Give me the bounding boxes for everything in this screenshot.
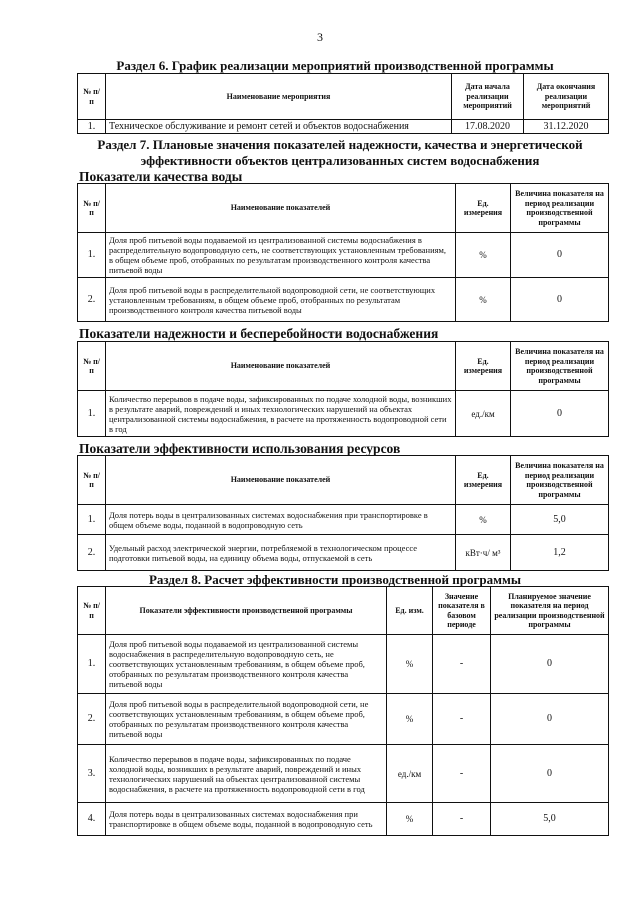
row-num: 3. [78,745,106,803]
row-name: Доля проб питьевой воды подаваемой из централизованной системы водоснабжения в распределительную водопроводную сеть, не соответствующих установленным требованиям, в общем объеме проб, отобранных по результатам производственного контроля качества питьевой воды [106,233,456,278]
row-value: 1,2 [511,535,609,571]
table-row [78,278,609,322]
col-num: № п/п [78,587,106,635]
efficiency-title: Показатели эффективности использования ресурсов [79,441,401,456]
col-num: № п/п [78,74,106,120]
row-value: 0 [511,278,609,322]
row-name: Удельный расход электрической энергии, потребляемой в технологическом процессе подготовки питьевой воды, на единицу объема воды, отпускаемой в сеть [106,535,456,571]
row-name: Количество перерывов в подаче воды, зафиксированных по подаче холодной воды, возникших в результате аварий, повреждений и иных технологических нарушений на объектах централизованной системы водоснабжения, в расчете на протяженность водопроводной сети в год [106,745,387,803]
row-base: - [433,803,491,836]
table-row [78,120,609,134]
row-num: 2. [78,278,106,322]
col-end: Дата окончания реализации мероприятий [524,74,609,120]
table-row [78,535,609,571]
row-unit: % [387,803,433,836]
row-unit: % [456,278,511,322]
row-num: 2. [78,535,106,571]
row-name: Доля проб питьевой воды подаваемой из централизованной системы водоснабжения в распределительную водопроводную сеть, не соответствующих установленным требованиям, в общем объеме проб, отобранных по результатам производственного контроля качества питьевой воды [106,635,387,694]
row-name: Количество перерывов в подаче воды, зафиксированных по подаче холодной воды, возникших в результате аварий, повреждений и иных технологических нарушений на объектах централизованной системы водоснабжения, в расчете на протяженность водопроводной сети в год [106,391,456,437]
row-name: Техническое обслуживание и ремонт сетей и объектов водоснабжения [106,120,452,134]
efficiency-table [77,455,609,571]
table-row [78,391,609,437]
reliability-title: Показатели надежности и бесперебойности водоснабжения [79,326,439,341]
row-num: 2. [78,694,106,745]
section7-title: Раздел 7. Плановые значения показателей надежности, качества и энергетической эффективности объектов централизованных систем водоснабжения [97,137,583,168]
row-unit: кВт·ч/ м³ [456,535,511,571]
col-name: Наименование мероприятия [106,74,452,120]
col-value: Величина показателя на период реализации производственной программы [511,184,609,233]
row-base: - [433,635,491,694]
page-number: 3 [317,30,323,44]
col-num: № п/п [78,184,106,233]
row-num: 4. [78,803,106,836]
row-name: Доля потерь воды в централизованных системах водоснабжения при транспортировке в общем объеме воды, поданной в водопроводную сеть [106,505,456,535]
table-row [78,505,609,535]
row-unit: % [387,694,433,745]
row-num: 1. [78,391,106,437]
table-row [78,635,609,694]
row-value: 5,0 [511,505,609,535]
row-value: 0 [511,391,609,437]
row-unit: ед./км [456,391,511,437]
col-unit: Ед. изм. [387,587,433,635]
row-unit: % [456,505,511,535]
row-value: 0 [511,233,609,278]
section6-title: Раздел 6. График реализации мероприятий производственной программы [116,58,554,73]
row-end: 31.12.2020 [524,120,609,134]
table-row [78,233,609,278]
table-row [78,803,609,836]
col-unit: Ед. измерения [456,342,511,391]
col-unit: Ед. измерения [456,184,511,233]
reliability-table [77,341,609,437]
col-base: Значение показателя в базовом периоде [433,587,491,635]
row-plan: 0 [491,635,609,694]
table-row [78,694,609,745]
col-num: № п/п [78,342,106,391]
row-num: 1. [78,635,106,694]
section8-title: Раздел 8. Расчет эффективности производственной программы [148,572,522,587]
col-name: Наименование показателей [106,342,456,391]
row-plan: 0 [491,745,609,803]
section6-table [77,73,609,134]
row-unit: % [456,233,511,278]
row-plan: 0 [491,694,609,745]
col-name: Наименование показателей [106,456,456,505]
table-row [78,745,609,803]
row-unit: ед./км [387,745,433,803]
col-num: № п/п [78,456,106,505]
col-name: Наименование показателей [106,184,456,233]
quality-title: Показатели качества воды [79,169,243,184]
quality-table [77,183,609,322]
row-num: 1. [78,120,106,134]
row-start: 17.08.2020 [452,120,524,134]
row-plan: 5,0 [491,803,609,836]
row-base: - [433,745,491,803]
row-name: Доля проб питьевой воды в распределительной водопроводной сети, не соответствующих установленным требованиям, в общем объеме проб, отобранных по результатам производственного контроля качества питьевой воды [106,694,387,745]
row-name: Доля потерь воды в централизованных системах водоснабжения при транспортировке в общем объеме воды, поданной в водопроводную сеть [106,803,387,836]
row-unit: % [387,635,433,694]
row-base: - [433,694,491,745]
col-value: Величина показателя на период реализации производственной программы [511,342,609,391]
col-value: Величина показателя на период реализации производственной программы [511,456,609,505]
section8-table [77,586,609,836]
row-num: 1. [78,505,106,535]
col-start: Дата начала реализации мероприятий [452,74,524,120]
row-num: 1. [78,233,106,278]
col-plan: Планируемое значение показателя на период реализации производственной программы [491,587,609,635]
col-name: Показатели эффективности производственной программы [106,587,387,635]
row-name: Доля проб питьевой воды в распределительной водопроводной сети, не соответствующих установленным требованиям, в общем объеме проб, отобранных по результатам производственного контроля качества питьевой воды [106,278,456,322]
col-unit: Ед. измерения [456,456,511,505]
